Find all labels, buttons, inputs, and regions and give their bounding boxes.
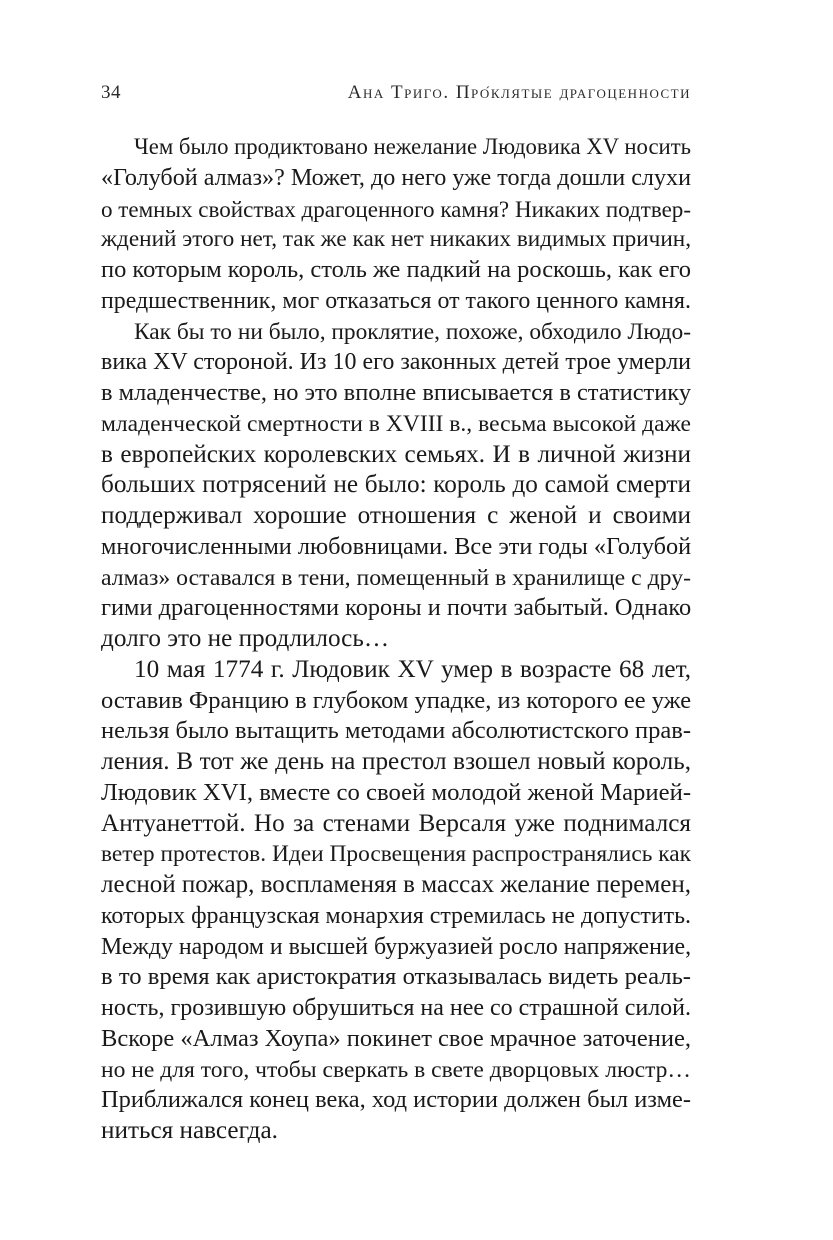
text-line: «Голубой алмаз»? Может, до него уже тогда дошли слухи — [101, 163, 691, 191]
text-line: Людовик XVI, вместе со своей молодой женой Марией- — [101, 778, 692, 806]
text-line: оставив Францию в глубоком упадке, из которого ее уже — [101, 686, 692, 714]
text-line: долго это не продлилось… — [101, 625, 390, 652]
text-line: предшественник, мог отказаться от такого ценного камня. — [101, 287, 691, 314]
paragraph-1 — [101, 132, 691, 317]
page-number: 34 — [101, 82, 121, 103]
text-line: в младенчестве, но это вполне вписывается в статистику — [101, 379, 692, 406]
text-line: в то время как аристократия отказывалась видеть реаль- — [101, 963, 691, 991]
text-line: Антуанеттой. Но за стенами Версаля уже поднимался — [101, 809, 691, 837]
text-line: Чем было продиктовано нежелание Людовика XV носить — [134, 134, 691, 159]
text-line: 10 мая 1774 г. Людовик XV умер в возрасте 68 лет, — [134, 655, 691, 683]
text-line: ждений этого нет, так же как нет никаких видимых причин, — [101, 226, 691, 253]
paragraph-3 — [101, 655, 691, 1147]
text-line: Вскоре «Алмаз Хоупа» покинет свое мрачное заточение, — [101, 1024, 691, 1052]
text-line: Как бы то ни было, проклятие, похоже, обходило Людо- — [134, 318, 691, 345]
text-line: которых французская монархия стремилась не допустить. — [101, 902, 691, 929]
text-line: но не для того, чтобы сверкать в свете дворцовых люстр… — [101, 1056, 691, 1083]
text-line: нельзя было вытащить методами абсолютистского прав- — [101, 717, 691, 745]
text-line: гими драгоценностями короны и почти забытый. Однако — [101, 594, 692, 622]
text-line: в европейских королевских семьях. И в личной жизни — [101, 440, 691, 468]
text-line: ниться навсегда. — [101, 1117, 278, 1144]
text-line: ветер протестов. Идеи Просвещения распространялись как — [101, 841, 691, 868]
text-line: младенческой смертности в XVIII в., весьма высокой даже — [101, 410, 691, 437]
text-line: Приближался конец века, ход истории должен был изме- — [101, 1086, 691, 1114]
body-text — [101, 132, 691, 1147]
text-line: ность, грозившую обрушиться на нее со страшной силой. — [101, 995, 691, 1021]
text-line: ления. В тот же день на престол взошел новый король, — [101, 748, 691, 775]
text-line: вика XV стороной. Из 10 его законных детей трое умерли — [101, 349, 691, 376]
text-line: лесной пожар, воспламеняя в массах желание перемен, — [101, 871, 691, 898]
text-line: Между народом и высшей буржуазией росло напряжение, — [101, 933, 692, 960]
text-line: о темных свойствах драгоценного камня? Никаких подтвер- — [101, 195, 691, 222]
paragraph-2 — [101, 317, 691, 655]
text-line: многочисленными любовницами. Все эти годы «Голубой — [101, 532, 692, 560]
page-header — [101, 82, 691, 112]
text-line: поддерживал хорошие отношения с женой и своими — [101, 502, 691, 529]
running-title: Ана Триго. Про́клятые драгоценности — [347, 82, 691, 103]
text-line: больших потрясений не было: король до самой смерти — [101, 471, 691, 499]
text-line: по которым король, столь же падкий на роскошь, как его — [101, 256, 691, 283]
text-line: алмаз» оставался в тени, помещенный в хранилище с дру- — [101, 564, 691, 591]
